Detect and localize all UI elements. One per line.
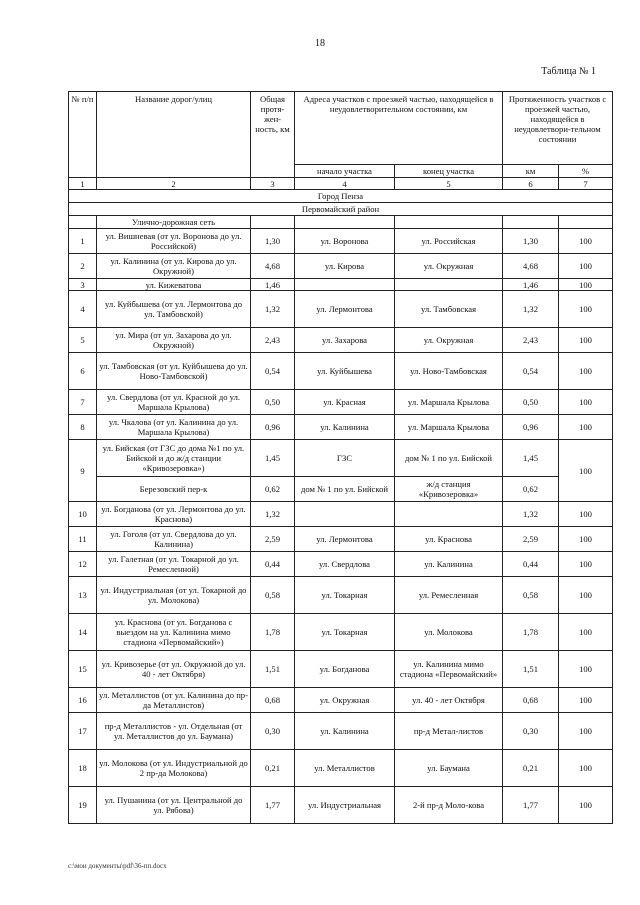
total-length: 0,62 bbox=[251, 477, 295, 502]
section-end: ул. Баумана bbox=[395, 750, 503, 787]
row-number: 2 bbox=[69, 254, 97, 279]
table-row bbox=[69, 750, 613, 787]
section-percent: 100 bbox=[559, 577, 613, 614]
road-name: ул. Чкалова (от ул. Калинина до ул. Маршала Крылова) bbox=[97, 415, 251, 440]
section-start: ул. Индустриальная bbox=[295, 787, 395, 824]
section-percent: 100 bbox=[559, 291, 613, 328]
section-end bbox=[395, 279, 503, 291]
total-length: 2,59 bbox=[251, 527, 295, 552]
section-km: 1,30 bbox=[503, 229, 559, 254]
section-km: 0,58 bbox=[503, 577, 559, 614]
table-row bbox=[69, 415, 613, 440]
total-length: 1,32 bbox=[251, 502, 295, 527]
road-name: ул. Молокова (от ул. Индустриальной до 2 пр-да Молокова) bbox=[97, 750, 251, 787]
header-num: № п/п bbox=[69, 92, 97, 178]
section-start: ул. Лермонтова bbox=[295, 527, 395, 552]
section-percent: 100 bbox=[559, 750, 613, 787]
section-percent: 100 bbox=[559, 713, 613, 750]
table-row bbox=[69, 390, 613, 415]
row-number: 16 bbox=[69, 688, 97, 713]
total-length: 1,51 bbox=[251, 651, 295, 688]
section-end: 2-й пр-д Моло-кова bbox=[395, 787, 503, 824]
row-number: 4 bbox=[69, 291, 97, 328]
section-percent: 100 bbox=[559, 229, 613, 254]
road-name: ул. Краснова (от ул. Богданова с выездом на ул. Калинина мимо стадиона «Первомайский») bbox=[97, 614, 251, 651]
section-km: 1,77 bbox=[503, 787, 559, 824]
section-percent: 100 bbox=[559, 440, 613, 502]
road-name: ул. Бийская (от ГЗС до дома №1 по ул. Бийской и до ж/д станции «Кривозеровка») bbox=[97, 440, 251, 477]
road-name: ул. Индустриальная (от ул. Токарной до ул. Молокова) bbox=[97, 577, 251, 614]
page-number: 18 bbox=[315, 38, 325, 49]
section-end: ул. Ремесленная bbox=[395, 577, 503, 614]
section-end: ул. Маршала Крылова bbox=[395, 390, 503, 415]
col-number: 7 bbox=[559, 178, 613, 190]
row-number: 1 bbox=[69, 229, 97, 254]
section-start bbox=[295, 279, 395, 291]
header-percent: % bbox=[559, 165, 613, 178]
section-start: ул. Красная bbox=[295, 390, 395, 415]
section-start: ул. Металлистов bbox=[295, 750, 395, 787]
section-start: ул. Кирова bbox=[295, 254, 395, 279]
row-number: 6 bbox=[69, 353, 97, 390]
header-length: Протяженность участков с проезжей частью, находящейся в неудовлетвори-тельном состоянии bbox=[503, 92, 613, 165]
section-end: ул. Российская bbox=[395, 229, 503, 254]
section-start: дом № 1 по ул. Бийской bbox=[295, 477, 395, 502]
total-length: 1,32 bbox=[251, 291, 295, 328]
section-end bbox=[395, 502, 503, 527]
road-name: ул. Калинина (от ул. Кирова до ул. Окружной) bbox=[97, 254, 251, 279]
table-caption: Таблица № 1 bbox=[541, 66, 596, 77]
section-percent: 100 bbox=[559, 527, 613, 552]
header-end: конец участка bbox=[395, 165, 503, 178]
table-row bbox=[69, 688, 613, 713]
section-km: 2,43 bbox=[503, 328, 559, 353]
section-end: ул. Калинина мимо стадиона «Первомайский» bbox=[395, 651, 503, 688]
row-number: 15 bbox=[69, 651, 97, 688]
total-length: 1,78 bbox=[251, 614, 295, 651]
table-row bbox=[69, 787, 613, 824]
road-name: ул. Гоголя (от ул. Свердлова до ул. Калинина) bbox=[97, 527, 251, 552]
total-length: 2,43 bbox=[251, 328, 295, 353]
table-row bbox=[69, 291, 613, 328]
road-name: ул. Кижеватова bbox=[97, 279, 251, 291]
section-end: ул. 40 - лет Октября bbox=[395, 688, 503, 713]
section-km: 0,96 bbox=[503, 415, 559, 440]
section-percent: 100 bbox=[559, 614, 613, 651]
table-row bbox=[69, 614, 613, 651]
col-number: 6 bbox=[503, 178, 559, 190]
section-start: ул. Калинина bbox=[295, 713, 395, 750]
section-km: 1,32 bbox=[503, 502, 559, 527]
section-start: ул. Токарная bbox=[295, 577, 395, 614]
row-number: 11 bbox=[69, 527, 97, 552]
section-end: ул. Молокова bbox=[395, 614, 503, 651]
section-end: ул. Окружная bbox=[395, 328, 503, 353]
section-km: 0,50 bbox=[503, 390, 559, 415]
section-start: ГЗС bbox=[295, 440, 395, 477]
header-addresses: Адреса участков с проезжей частью, находящейся в неудовлетворительном состоянии, км bbox=[295, 92, 503, 165]
road-name: ул. Куйбышева (от ул. Лермонтова до ул. Тамбовской) bbox=[97, 291, 251, 328]
column-numbers-row bbox=[69, 178, 613, 190]
section-network: Улично-дорожная сеть bbox=[97, 216, 251, 229]
section-start: ул. Свердлова bbox=[295, 552, 395, 577]
section-km: 4,68 bbox=[503, 254, 559, 279]
section-start bbox=[295, 502, 395, 527]
section-end: пр-д Метал-листов bbox=[395, 713, 503, 750]
section-km: 0,62 bbox=[503, 477, 559, 502]
road-name: ул. Свердлова (от ул. Красной до ул. Маршала Крылова) bbox=[97, 390, 251, 415]
road-name: ул. Пушанина (от ул. Центральной до ул. Рябова) bbox=[97, 787, 251, 824]
header-name: Название дорог/улиц bbox=[97, 92, 251, 178]
section-km: 1,32 bbox=[503, 291, 559, 328]
total-length: 0,30 bbox=[251, 713, 295, 750]
road-name: ул. Кривозерье (от ул. Окружной до ул. 40 - лет Октября) bbox=[97, 651, 251, 688]
section-end: ул. Тамбовская bbox=[395, 291, 503, 328]
row-number: 13 bbox=[69, 577, 97, 614]
section-km: 0,68 bbox=[503, 688, 559, 713]
section-percent: 100 bbox=[559, 390, 613, 415]
section-percent: 100 bbox=[559, 254, 613, 279]
section-km: 0,30 bbox=[503, 713, 559, 750]
col-number: 3 bbox=[251, 178, 295, 190]
col-number: 5 bbox=[395, 178, 503, 190]
section-km: 0,44 bbox=[503, 552, 559, 577]
table-row bbox=[69, 328, 613, 353]
section-km: 1,51 bbox=[503, 651, 559, 688]
total-length: 0,54 bbox=[251, 353, 295, 390]
section-percent: 100 bbox=[559, 688, 613, 713]
col-number: 2 bbox=[97, 178, 251, 190]
table-row bbox=[69, 279, 613, 291]
section-end: ул. Маршала Крылова bbox=[395, 415, 503, 440]
header-km: км bbox=[503, 165, 559, 178]
total-length: 1,45 bbox=[251, 440, 295, 477]
section-percent: 100 bbox=[559, 787, 613, 824]
section-end: ул. Краснова bbox=[395, 527, 503, 552]
section-percent: 100 bbox=[559, 353, 613, 390]
table-row bbox=[69, 254, 613, 279]
table-row bbox=[69, 552, 613, 577]
footer-file-path: c:\мои документы\pdf\36-пп.docx bbox=[68, 862, 167, 870]
row-number: 7 bbox=[69, 390, 97, 415]
total-length: 0,44 bbox=[251, 552, 295, 577]
section-city: Город Пенза bbox=[69, 190, 613, 203]
section-end: ж/д станция «Кривозеровка» bbox=[395, 477, 503, 502]
section-km: 0,21 bbox=[503, 750, 559, 787]
section-district: Первомайский район bbox=[69, 203, 613, 216]
section-percent: 100 bbox=[559, 328, 613, 353]
section-end: ул. Ново-Тамбовская bbox=[395, 353, 503, 390]
section-start: ул. Калинина bbox=[295, 415, 395, 440]
total-length: 0,50 bbox=[251, 390, 295, 415]
table-row bbox=[69, 713, 613, 750]
col-number: 4 bbox=[295, 178, 395, 190]
table-row bbox=[69, 651, 613, 688]
total-length: 0,68 bbox=[251, 688, 295, 713]
road-name: ул. Тамбовская (от ул. Куйбышева до ул. Ново-Тамбовской) bbox=[97, 353, 251, 390]
road-name: ул. Мира (от ул. Захарова до ул. Окружной) bbox=[97, 328, 251, 353]
row-number: 17 bbox=[69, 713, 97, 750]
col-number: 1 bbox=[69, 178, 97, 190]
section-km: 1,46 bbox=[503, 279, 559, 291]
header-total-length: Общая протя-жен-ность, км bbox=[251, 92, 295, 178]
road-name: ул. Галетная (от ул. Токарной до ул. Ремесленной) bbox=[97, 552, 251, 577]
section-end: ул. Калинина bbox=[395, 552, 503, 577]
road-name: ул. Богданова (от ул. Лермонтова до ул. Краснова) bbox=[97, 502, 251, 527]
section-percent: 100 bbox=[559, 552, 613, 577]
section-end: дом № 1 по ул. Бийской bbox=[395, 440, 503, 477]
total-length: 1,77 bbox=[251, 787, 295, 824]
section-km: 0,54 bbox=[503, 353, 559, 390]
road-name: ул. Вишневая (от ул. Воронова до ул. Российской) bbox=[97, 229, 251, 254]
row-number: 3 bbox=[69, 279, 97, 291]
road-name: ул. Металлистов (от ул. Калинина до пр-да Металлистов) bbox=[97, 688, 251, 713]
section-km: 2,59 bbox=[503, 527, 559, 552]
section-start: ул. Воронова bbox=[295, 229, 395, 254]
section-start: ул. Захарова bbox=[295, 328, 395, 353]
header-start: начало участка bbox=[295, 165, 395, 178]
row-number: 5 bbox=[69, 328, 97, 353]
total-length: 1,30 bbox=[251, 229, 295, 254]
total-length: 1,46 bbox=[251, 279, 295, 291]
row-number: 12 bbox=[69, 552, 97, 577]
table-row bbox=[69, 502, 613, 527]
section-percent: 100 bbox=[559, 502, 613, 527]
section-percent: 100 bbox=[559, 279, 613, 291]
table-row bbox=[69, 527, 613, 552]
table-row bbox=[69, 229, 613, 254]
row-number: 19 bbox=[69, 787, 97, 824]
section-km: 1,78 bbox=[503, 614, 559, 651]
row-number: 10 bbox=[69, 502, 97, 527]
total-length: 0,96 bbox=[251, 415, 295, 440]
table-row bbox=[69, 353, 613, 390]
section-km: 1,45 bbox=[503, 440, 559, 477]
row-number: 14 bbox=[69, 614, 97, 651]
row-number: 8 bbox=[69, 415, 97, 440]
roads-table bbox=[68, 91, 613, 824]
total-length: 0,21 bbox=[251, 750, 295, 787]
road-name: Березовский пер-к bbox=[97, 477, 251, 502]
total-length: 0,58 bbox=[251, 577, 295, 614]
total-length: 4,68 bbox=[251, 254, 295, 279]
section-start: ул. Богданова bbox=[295, 651, 395, 688]
road-name: пр-д Металлистов - ул. Отдельная (от ул. Металлистов до ул. Баумана) bbox=[97, 713, 251, 750]
row-number: 9 bbox=[69, 440, 97, 502]
section-percent: 100 bbox=[559, 651, 613, 688]
table-row bbox=[69, 577, 613, 614]
section-start: ул. Куйбышева bbox=[295, 353, 395, 390]
row-number: 18 bbox=[69, 750, 97, 787]
section-start: ул. Лермонтова bbox=[295, 291, 395, 328]
section-start: ул. Окружная bbox=[295, 688, 395, 713]
section-percent: 100 bbox=[559, 415, 613, 440]
section-end: ул. Окружная bbox=[395, 254, 503, 279]
section-start: ул. Токарная bbox=[295, 614, 395, 651]
